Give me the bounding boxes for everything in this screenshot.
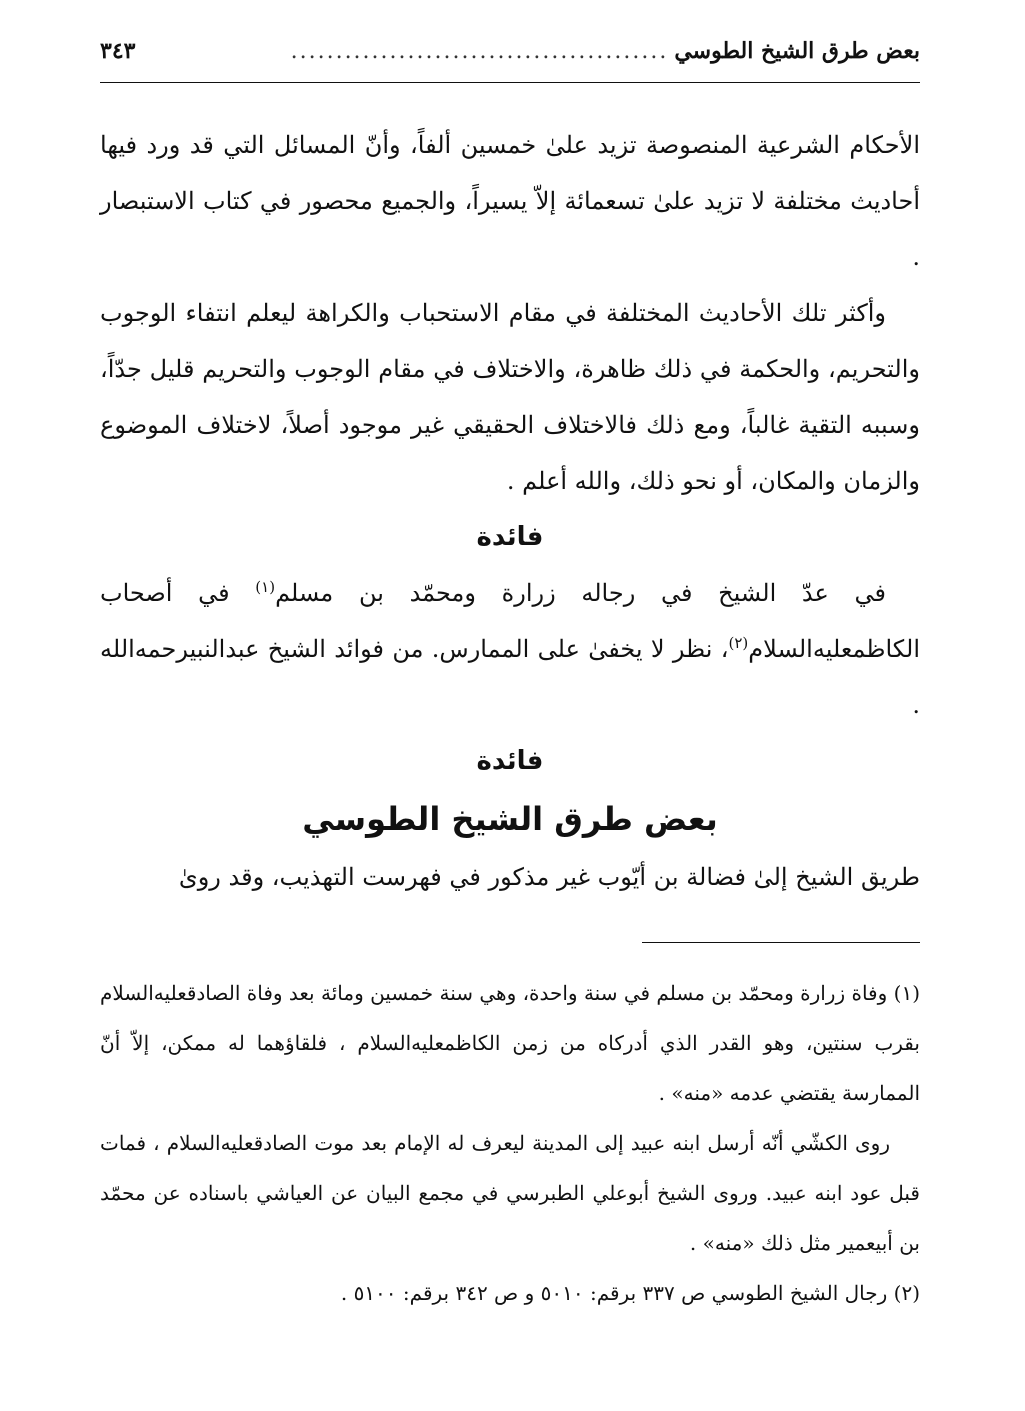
paragraph-3-text-c: ، نظر لا يخفىٰ على الممارس. من فوائد الشيخ عبدالنبيرحمه‌الله .: [100, 635, 920, 719]
footnote-1: (١) وفاة زرارة ومحمّد بن مسلم في سنة واحدة، وهي سنة خمسين ومائة بعد وفاة الصادقعليه‌السلام بقرب سنتين، وهو القدر الذي أدركاه من زمن الكاظمعليه‌السلام ، فلقاؤهما له ممكن، إلاّ أنّ الممارسة يقتضي عدمه «منه» .: [100, 981, 920, 1105]
paragraph-3: [100, 565, 920, 733]
page-number: ٣٤٣: [100, 38, 136, 64]
footnote-ref-2[interactable]: (٢): [728, 634, 749, 652]
paragraph-3-text-b: في أصحاب الكاظمعليه‌السلام: [100, 579, 920, 663]
paragraph-4: طريق الشيخ إلىٰ فضالة بن أيّوب غير مذكور في فهرست التهذيب، وقد روىٰ: [178, 863, 920, 891]
footnote-2: (٢) رجال الشيخ الطوسي ص ٣٣٧ برقم: ٥٠١٠ و ص ٣٤٢ برقم: ٥١٠٠ .: [340, 1281, 920, 1305]
footnotes: [100, 968, 920, 1318]
book-page: [100, 38, 920, 1378]
heading-faida-1: فائدة: [476, 522, 544, 552]
running-header-title: بعض طرق الشيخ الطوسي: [674, 38, 920, 64]
main-text: [100, 117, 920, 905]
footnote-ref-1[interactable]: (١): [255, 578, 276, 596]
running-header: [100, 38, 920, 83]
footnote-divider: [642, 942, 920, 943]
paragraph-1: الأحكام الشرعية المنصوصة تزيد علىٰ خمسين ألفاً، وأنّ المسائل التي قد ورد فيها أحاديث مختلفة لا تزيد علىٰ تسعمائة إلاّ يسيراً، والجميع محصور في كتاب الاستبصار .: [100, 131, 920, 271]
heading-faida-2: فائدة: [476, 746, 544, 776]
footnote-1-continued: روى الكشّي أنّه أرسل ابنه عبيد إلى المدينة ليعرف له الإمام بعد موت الصادقعليه‌السلام ، فمات قبل عود ابنه عبيد. وروى الشيخ أبوعلي الطبرسي في مجمع البيان عن العياشي باسناده عن محمّد بن أبيعمير مثل ذلك «منه» .: [100, 1131, 920, 1255]
paragraph-3-text-a: في عدّ الشيخ في رجاله زرارة ومحمّد بن مسلم: [275, 579, 887, 607]
section-title: بعض طرق الشيخ الطوسي: [302, 800, 718, 838]
running-header-dots: ..........................................: [290, 39, 669, 64]
paragraph-2: وأكثر تلك الأحاديث المختلفة في مقام الاستحباب والكراهة ليعلم انتفاء الوجوب والتحريم، والحكمة في ذلك ظاهرة، والاختلاف في مقام الوجوب والتحريم قليل جدّاً، وسببه التقية غالباً، ومع ذلك فالاختلاف الحقيقي غير موجود أصلاً، لاختلاف الموضوع والزمان والمكان، أو نحو ذلك، والله أعلم .: [100, 299, 920, 495]
